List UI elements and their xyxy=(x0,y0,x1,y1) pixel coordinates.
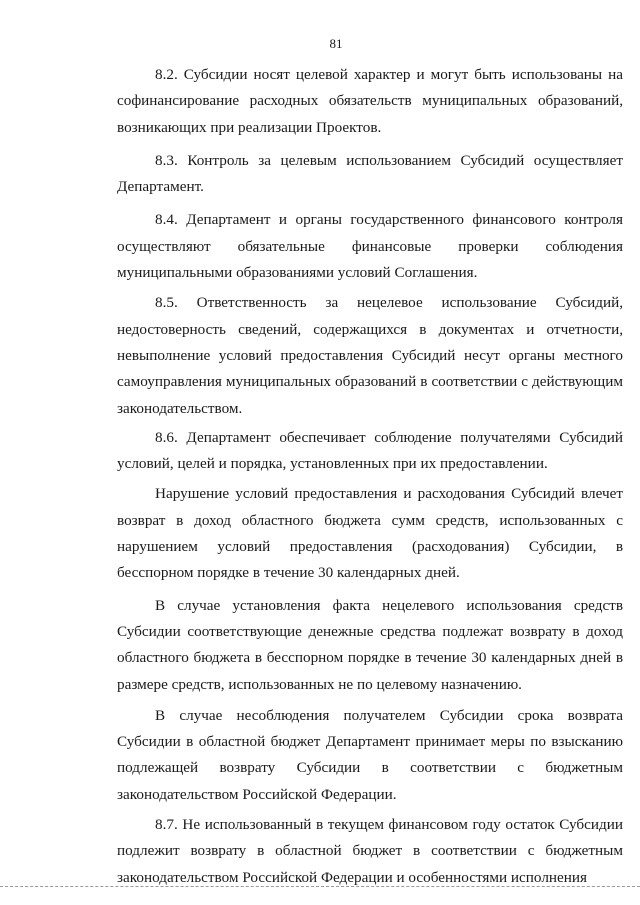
paragraph-8-2: 8.2. Субсидии носят целевой характер и могут быть использованы на софинансирование расходных обязательств муниципальных образований, возникающих при реализации Проектов. xyxy=(117,66,623,136)
paragraph-misuse: В случае установления факта нецелевого использования средств Субсидии соответствующие денежные средства подлежат возврату в доход областного бюджета в бесспорном порядке в течение 30 календарных дней в размере средств, использованных не по целевому назначению. xyxy=(117,596,623,693)
paragraph-8-4: 8.4. Департамент и органы государственного финансового контроля осуществляют обязательные финансовые проверки соблюдения муниципальными образованиями условий Соглашения. xyxy=(117,211,623,282)
paragraph-8-7: 8.7. Не использованный в текущем финансовом году остаток Субсидии подлежит возврату в областной бюджет в соответствии с бюджетным законодательством Российской Федерации и особенностями исполнения xyxy=(117,816,623,886)
document-body xyxy=(117,62,623,891)
paragraph-8-6: 8.6. Департамент обеспечивает соблюдение получателями Субсидий условий, целей и порядка, установленных при их предоставлении. xyxy=(117,428,623,473)
paragraph-8-3: 8.3. Контроль за целевым использованием Субсидий осуществляет Департамент. xyxy=(117,151,623,196)
paragraph-8-5: 8.5. Ответственность за нецелевое использование Субсидий, недостоверность сведений, содержащихся в документах и отчетности, невыполнение условий предоставления Субсидий несут органы местного самоуправления муниципальных образований в соответствии с действующим законодательством. xyxy=(117,294,623,417)
page-number: 81 xyxy=(329,36,343,51)
paragraph-violation: Нарушение условий предоставления и расходования Субсидий влечет возврат в доход областного бюджета сумм средств, использованных с нарушением условий предоставления (расходования) Субсидии, в бесспорном порядке в течение 30 календарных дней. xyxy=(117,485,623,582)
paragraph-noncompliance: В случае несоблюдения получателем Субсидии срока возврата Субсидии в областной бюджет Департамент принимает меры по взысканию подлежащей возврату Субсидии в соответствии с бюджетным законодательством Российской Федерации. xyxy=(117,706,623,803)
page-bottom-divider xyxy=(0,886,640,887)
